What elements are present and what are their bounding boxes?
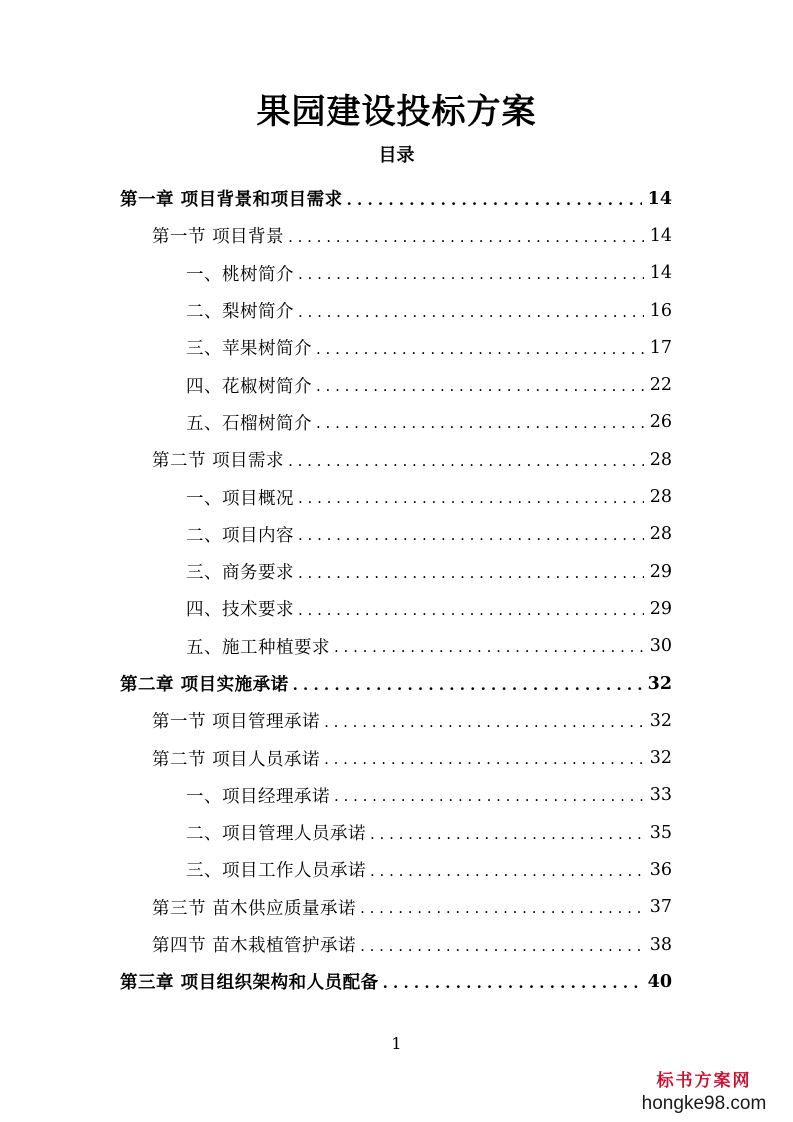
toc-dot-leader [298,486,644,508]
toc-subsection-entry[interactable] [0,777,793,814]
toc-dot-leader [347,188,642,210]
toc-entry-page: 16 [649,300,672,321]
toc-entry-page: 14 [649,263,672,284]
toc-entry-page: 22 [649,375,672,396]
toc-entry-title: 一、项目概况 [186,488,294,509]
toc-dot-leader [360,934,644,956]
toc-subsection-entry[interactable] [0,516,793,553]
toc-entry-title: 三、商务要求 [186,563,294,584]
toc-entry-page: 36 [649,859,672,880]
toc-chapter-entry[interactable] [0,665,793,702]
toc-dot-leader [288,225,644,247]
toc-entry-title: 第三节 苗木供应质量承诺 [152,898,357,919]
toc-dot-leader [298,598,644,620]
toc-entry-title: 第一节 项目背景 [152,227,285,248]
toc-entry-title: 五、石榴树简介 [186,413,312,434]
toc-dot-leader [298,523,644,545]
page-number: 1 [391,1034,402,1053]
toc-chapter-entry[interactable] [0,180,793,217]
site-watermark [629,1070,779,1116]
toc-dot-leader [298,561,644,583]
toc-dot-leader [293,673,642,695]
toc-entry-page: 32 [649,710,672,731]
toc-entry-title: 二、项目管理人员承诺 [186,824,366,845]
toc-entry-page: 29 [649,598,672,619]
toc-section-entry[interactable] [0,739,793,776]
watermark-name: 标书方案网 [656,1071,752,1091]
toc-entry-title: 第二节 项目需求 [152,451,285,472]
toc-section-entry[interactable] [0,889,793,926]
table-of-contents [0,180,793,1001]
toc-entry-page: 28 [649,524,672,545]
toc-section-entry[interactable] [0,217,793,254]
toc-dot-leader [298,300,644,322]
toc-entry-page: 32 [649,748,672,769]
toc-dot-leader [370,822,644,844]
toc-entry-page: 17 [649,337,672,358]
toc-subsection-entry[interactable] [0,590,793,627]
toc-entry-title: 二、梨树简介 [186,302,294,323]
toc-entry-title: 第二章 项目实施承诺 [120,675,289,695]
toc-entry-title: 四、技术要求 [186,600,294,621]
toc-entry-page: 28 [649,487,672,508]
toc-entry-title: 第二节 项目人员承诺 [152,749,321,770]
toc-subsection-entry[interactable] [0,814,793,851]
toc-entry-title: 三、苹果树简介 [186,339,312,360]
toc-entry-page: 37 [649,897,672,918]
toc-entry-page: 40 [647,971,672,992]
toc-entry-page: 33 [649,785,672,806]
watermark-url: hongke98.com [641,1093,767,1114]
toc-entry-page: 35 [649,822,672,843]
toc-subsection-entry[interactable] [0,851,793,888]
toc-chapter-entry[interactable] [0,963,793,1000]
toc-entry-page: 38 [649,934,672,955]
toc-dot-leader [316,337,644,359]
toc-entry-page: 29 [649,561,672,582]
toc-dot-leader [370,859,644,881]
document-title: 果园建设投标方案 [256,92,537,132]
toc-entry-title: 第一章 项目背景和项目需求 [120,190,343,211]
toc-section-entry[interactable] [0,926,793,963]
toc-dot-leader [298,262,644,284]
toc-heading: 目录 [378,145,415,166]
toc-entry-title: 五、施工种植要求 [186,637,330,658]
toc-entry-title: 第四节 苗木栽植管护承诺 [152,936,357,957]
toc-entry-title: 二、项目内容 [186,525,294,546]
toc-dot-leader [316,411,644,433]
toc-entry-page: 28 [649,449,672,470]
toc-subsection-entry[interactable] [0,478,793,515]
toc-dot-leader [324,710,644,732]
toc-entry-title: 第一节 项目管理承诺 [152,712,321,733]
toc-subsection-entry[interactable] [0,366,793,403]
toc-entry-title: 一、桃树简介 [186,264,294,285]
toc-entry-title: 三、项目工作人员承诺 [186,861,366,882]
toc-dot-leader [334,784,644,806]
toc-subsection-entry[interactable] [0,628,793,665]
toc-subsection-entry[interactable] [0,255,793,292]
toc-section-entry[interactable] [0,702,793,739]
toc-dot-leader [360,896,644,918]
toc-entry-page: 30 [649,636,672,657]
toc-subsection-entry[interactable] [0,292,793,329]
toc-dot-leader [383,971,642,993]
toc-dot-leader [324,747,644,769]
toc-dot-leader [316,374,644,396]
toc-entry-page: 32 [647,673,672,694]
toc-dot-leader [334,635,644,657]
toc-entry-title: 四、花椒树简介 [186,376,312,397]
toc-entry-page: 14 [649,225,672,246]
toc-entry-title: 第三章 项目组织架构和人员配备 [120,973,379,994]
toc-subsection-entry[interactable] [0,404,793,441]
toc-entry-page: 26 [649,412,672,433]
toc-entry-page: 14 [647,188,672,209]
toc-section-entry[interactable] [0,441,793,478]
toc-subsection-entry[interactable] [0,329,793,366]
toc-dot-leader [288,449,644,471]
toc-entry-title: 一、项目经理承诺 [186,786,330,807]
toc-subsection-entry[interactable] [0,553,793,590]
